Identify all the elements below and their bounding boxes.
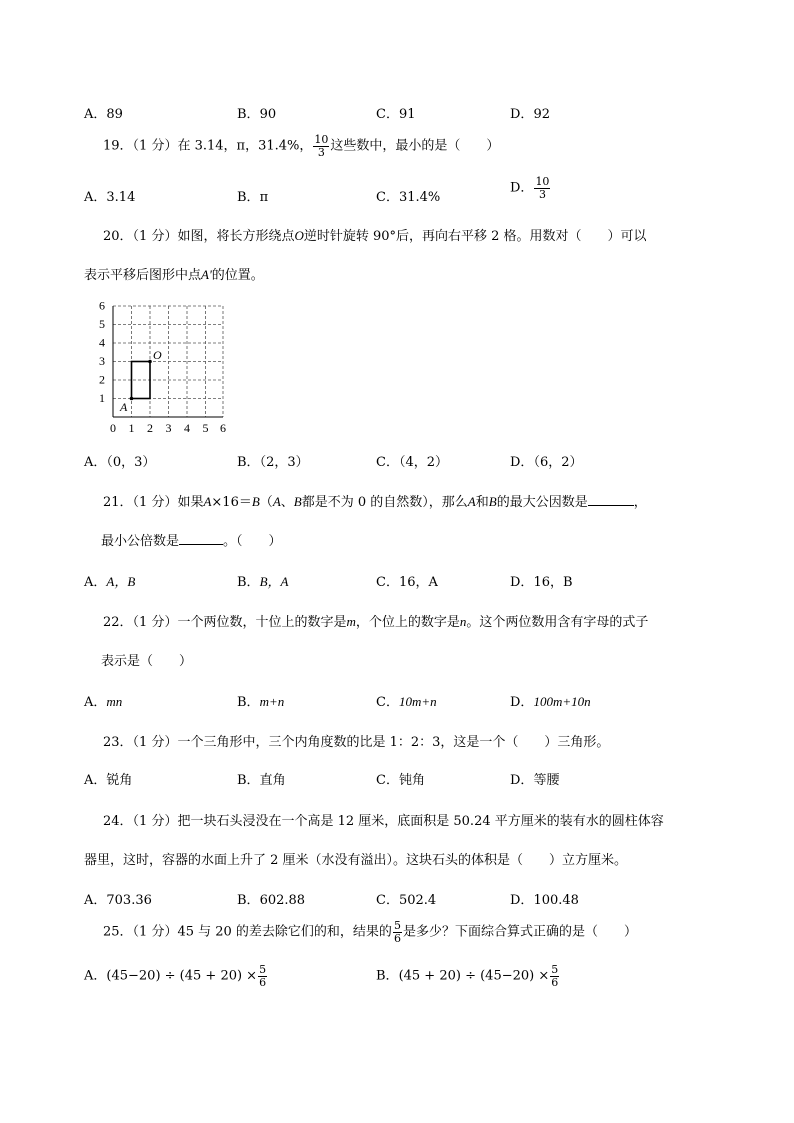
fraction: $\frac{5}{6}$ [393, 919, 401, 945]
q20-option-a[interactable]: A．（0，3） [84, 455, 156, 470]
q19-option-d[interactable]: D． $\frac{10}{3}$ [510, 175, 550, 201]
question-22-line1: 22．（1 分）一个两位数，十位上的数字是m，个位上的数字是n。这个两位数用含有字母的式子 [103, 614, 649, 630]
question-24-line1: 24．（1 分）把一块石头浸没在一个高是 12 厘米，底面积是 50.24 平方厘米的装有水的圆柱体容 [103, 814, 664, 829]
svg-text:1: 1 [128, 421, 135, 435]
question-23-stem: 23．（1 分）一个三角形中，三个内角度数的比是 1：2：3，这是一个（ ）三角形。 [103, 735, 610, 750]
q18-option-a[interactable]: A．89 [84, 107, 123, 122]
svg-text:4: 4 [184, 421, 190, 435]
answer-blank[interactable] [588, 505, 634, 506]
q24-option-a[interactable]: A．703.36 [84, 893, 152, 908]
q24-option-c[interactable]: C．502.4 [376, 893, 437, 908]
svg-text:6: 6 [220, 421, 226, 435]
q21-option-d[interactable]: D．16，B [510, 575, 573, 590]
svg-text:1: 1 [99, 391, 105, 405]
q25-option-b[interactable]: B．(45 + 20) ÷ (45−20) × $\frac{5}{6}$ [376, 963, 559, 989]
svg-text:3: 3 [99, 354, 105, 368]
q23-option-d[interactable]: D．等腰 [510, 773, 560, 788]
question-19-stem: 19．（1 分）在 3.14，π，31.4%， $\frac{10}{3}$ 这些数中，最小的是（ ） [103, 133, 500, 159]
fraction: $\frac{5}{6}$ [259, 963, 267, 989]
q22-option-b[interactable]: B．m+n [237, 694, 285, 710]
q25-option-a[interactable]: A．(45−20) ÷ (45 + 20) × $\frac{5}{6}$ [84, 963, 267, 989]
svg-text:2: 2 [99, 372, 105, 387]
answer-blank[interactable] [179, 544, 223, 545]
fraction: $\frac{10}{3}$ [535, 175, 550, 201]
question-20-line1: 20．（1 分）如图，将长方形绕点O逆时针旋转 90°后，再向右平移 2 格。用数对（ ）可以 [103, 228, 647, 244]
fraction: $\frac{10}{3}$ [314, 133, 329, 159]
question-21-line2: 最小公倍数是 。（ ） [101, 534, 282, 549]
question-24-line2: 器里，这时，容器的水面上升了 2 厘米（水没有溢出）。这块石头的体积是（ ）立方厘米。 [84, 853, 628, 868]
svg-text:2: 2 [147, 421, 153, 435]
svg-text:5: 5 [99, 317, 105, 331]
q23-option-b[interactable]: B．直角 [237, 773, 286, 788]
question-25-stem: 25．（1 分）45 与 20 的差去除它们的和，结果的 $\frac{5}{6}$ 是多少？下面综合算式正确的是（ ） [103, 919, 637, 945]
q21-option-b[interactable]: B．B，A [237, 574, 289, 590]
question-20-line2: 表示平移后图形中点A'的位置。 [84, 267, 264, 283]
q23-option-a[interactable]: A．锐角 [84, 773, 133, 788]
q18-option-b[interactable]: B．90 [237, 107, 277, 122]
question-22-line2: 表示是（ ） [101, 654, 193, 669]
q20-option-c[interactable]: C．（4，2） [376, 455, 448, 470]
grid-figure [95, 296, 235, 436]
q23-option-c[interactable]: C．钝角 [376, 773, 425, 788]
svg-text:4: 4 [99, 335, 105, 350]
q22-option-c[interactable]: C．10m+n [376, 694, 437, 710]
svg-text:3: 3 [165, 421, 172, 435]
q19-option-c[interactable]: C．31.4% [376, 190, 441, 205]
q20-option-d[interactable]: D．（6，2） [510, 455, 583, 470]
q22-option-a[interactable]: A．mn [84, 694, 123, 710]
q21-option-c[interactable]: C．16，A [376, 575, 438, 590]
q19-option-b[interactable]: B．π [237, 190, 269, 205]
q24-option-d[interactable]: D．100.48 [510, 893, 579, 908]
q22-option-d[interactable]: D．100m+10n [510, 694, 591, 710]
question-21-line1: 21．（1 分）如果A×16＝B（A、B都是不为 0 的自然数），那么A和B的最大公因数是 ， [103, 494, 647, 510]
q18-option-d[interactable]: D．92 [510, 107, 550, 122]
q18-option-c[interactable]: C．91 [376, 107, 416, 122]
q19-option-a[interactable]: A．3.14 [84, 190, 136, 205]
q20-option-b[interactable]: B．（2，3） [237, 455, 309, 470]
svg-text:O: O [153, 348, 162, 362]
svg-text:6: 6 [99, 298, 105, 313]
svg-text:0: 0 [110, 421, 116, 435]
svg-text:A: A [120, 400, 128, 414]
q21-option-a[interactable]: A．A，B [84, 574, 136, 590]
q24-option-b[interactable]: B．602.88 [237, 893, 306, 908]
svg-text:5: 5 [202, 421, 209, 435]
fraction: $\frac{5}{6}$ [551, 963, 559, 989]
